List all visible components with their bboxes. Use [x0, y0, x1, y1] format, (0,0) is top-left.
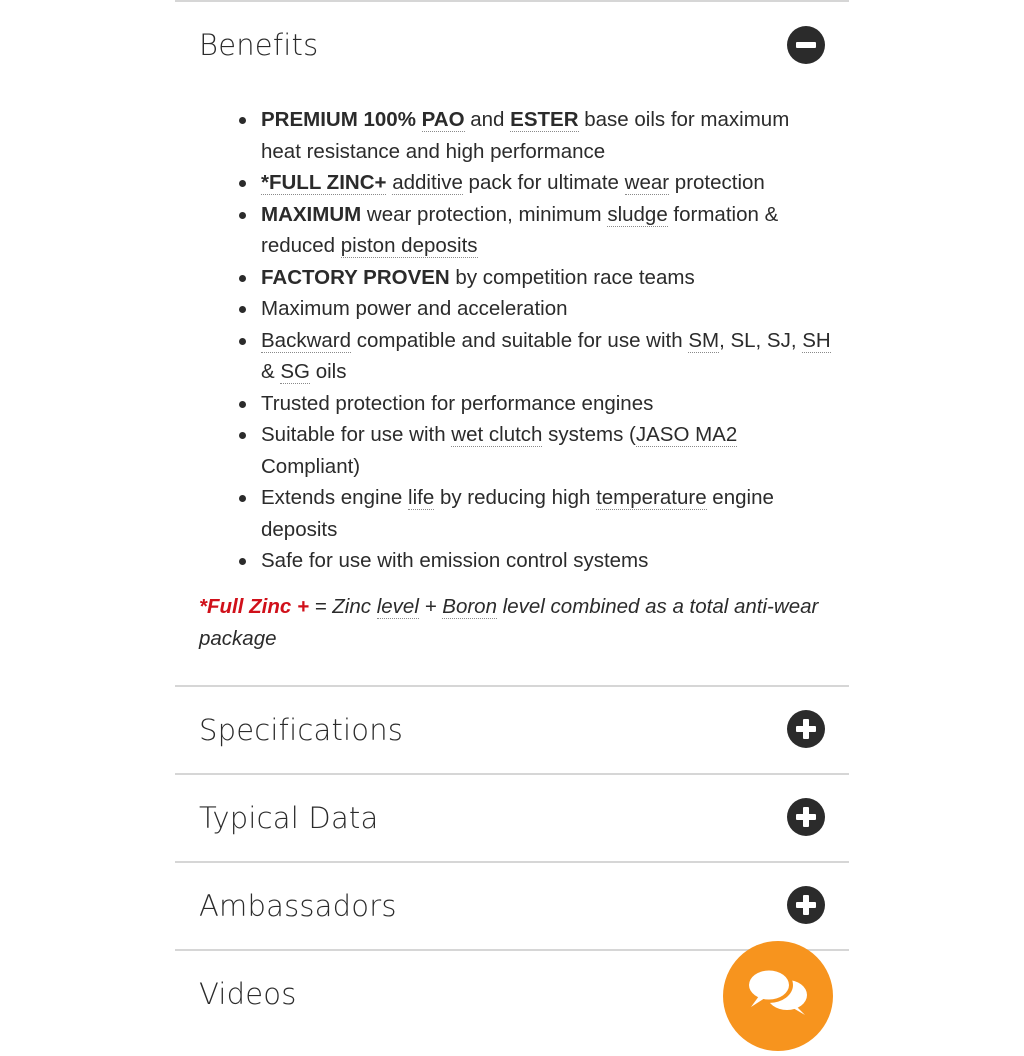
section-title: Ambassadors [199, 889, 397, 923]
glossary-link[interactable]: wet clutch [451, 423, 543, 446]
specifications-section-header[interactable] [175, 687, 849, 773]
glossary-link[interactable]: SG [280, 360, 310, 383]
list-item: Suitable for use with wet clutch systems (JASO MA2 Compliant) [261, 419, 831, 482]
glossary-link[interactable]: Boron [442, 595, 497, 618]
section-title: Specifications [199, 713, 404, 747]
plus-circle-icon[interactable] [787, 710, 825, 748]
list-item: *FULL ZINC+ additive pack for ultimate wear protection [261, 167, 831, 199]
glossary-link[interactable]: Backward [261, 328, 352, 352]
glossary-link[interactable]: level [376, 595, 419, 618]
list-item: Extends engine life by reducing high temperature engine deposits [261, 482, 831, 545]
benefits-section-header[interactable] [175, 2, 849, 88]
glossary-link[interactable]: SH [802, 328, 831, 352]
glossary-link[interactable]: piston deposits [340, 234, 478, 257]
section-title: Benefits [199, 28, 319, 62]
list-item: FACTORY PROVEN by competition race teams [261, 262, 831, 294]
glossary-link[interactable]: temperature [596, 486, 707, 509]
section-title: Typical Data [199, 801, 379, 835]
glossary-link[interactable]: *FULL ZINC+ [261, 171, 387, 194]
list-item: Backward compatible and suitable for use with SM, SL, SJ, SH & SG oils [261, 325, 831, 388]
list-item: Maximum power and acceleration [261, 293, 831, 325]
section-title: Videos [199, 977, 297, 1011]
typical-data-section-header[interactable] [175, 775, 849, 861]
glossary-link[interactable]: PAO [421, 108, 465, 131]
glossary-link[interactable]: life [408, 486, 435, 509]
ambassadors-section-header[interactable] [175, 863, 849, 949]
glossary-link[interactable]: wear [624, 171, 670, 194]
benefits-list [261, 104, 831, 577]
plus-circle-icon[interactable] [787, 798, 825, 836]
glossary-link[interactable]: SM [688, 328, 720, 352]
list-item: MAXIMUM wear protection, minimum sludge formation & reduced piston deposits [261, 199, 831, 262]
glossary-link[interactable]: ESTER [510, 108, 579, 131]
chat-bubbles-icon [723, 941, 833, 1051]
full-zinc-footnote: *Full Zinc + = Zinc level + Boron level combined as a total anti-wear package [199, 595, 819, 650]
glossary-link[interactable]: sludge [607, 202, 668, 226]
chat-button[interactable] [723, 941, 833, 1051]
glossary-link[interactable]: JASO MA2 [635, 423, 738, 446]
minus-circle-icon[interactable] [787, 26, 825, 64]
glossary-link[interactable]: additive [392, 171, 463, 194]
list-item: PREMIUM 100% PAO and ESTER base oils for maximum heat resistance and high performance [261, 104, 831, 167]
plus-circle-icon[interactable] [787, 886, 825, 924]
list-item: Safe for use with emission control systems [261, 545, 831, 577]
list-item: Trusted protection for performance engines [261, 388, 831, 420]
